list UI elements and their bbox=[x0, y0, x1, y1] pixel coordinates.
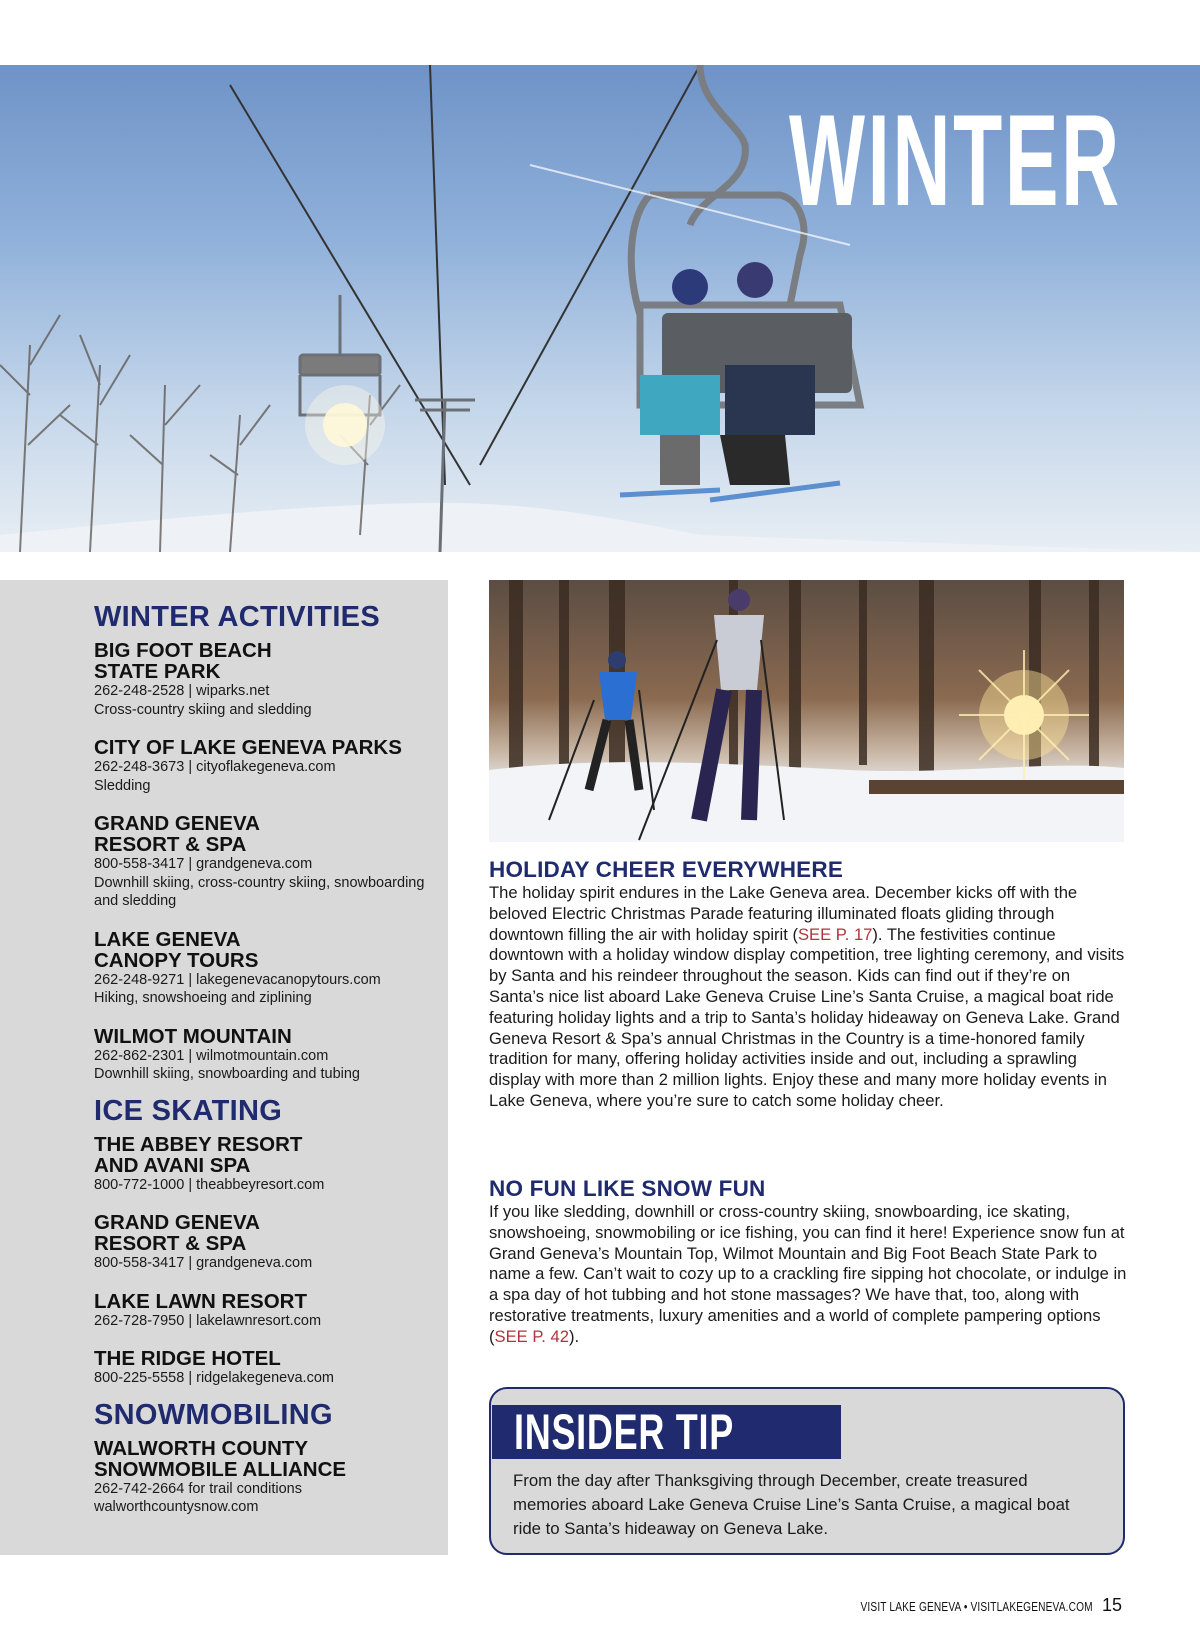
listing-name: WALWORTH COUNTY SNOWMOBILE ALLIANCE bbox=[94, 1436, 347, 1481]
listing-abbey-resort bbox=[94, 1134, 434, 1195]
article-holiday-cheer bbox=[489, 857, 1129, 1112]
listing-contact[interactable]: 262-248-3673 | cityoflakegeneva.com bbox=[94, 759, 336, 775]
article-text: ). The festivities continue downtown with a holiday window display competition, tree lighting ceremony, and visits by Santa and his reindeer throughout the season. Kids can find out if they’re on Santa’s nice list aboard Lake Geneva Cruise Line’s Santa Cruise, a magical boat ride featuring holiday lights and a trip to Santa’s holiday hideaway on Geneva Lake. Grand Geneva Resort & Spa’s annual Christmas in the Country is a time-honored family tradition for many, offering holiday activities inside and out, including a sprawling display with more than 2 million lights. Enjoy these and many more holiday events in Lake Geneva, where you’re sure to catch some holiday cheer. bbox=[489, 924, 1125, 1110]
listing-canopy-tours bbox=[94, 929, 434, 1008]
listing-description: Sledding bbox=[94, 777, 151, 794]
page-reference-link[interactable]: SEE P. 42 bbox=[494, 1326, 569, 1346]
listing-description: Downhill skiing, snowboarding and tubing bbox=[94, 1066, 360, 1082]
listing-grand-geneva-skating bbox=[94, 1212, 434, 1273]
article-body bbox=[489, 1202, 1129, 1348]
hero-photo bbox=[0, 65, 1200, 552]
footer-site[interactable]: VISIT LAKE GENEVA • VISITLAKEGENEVA.COM bbox=[860, 1599, 1093, 1614]
listing-name: GRAND GENEVA RESORT & SPA bbox=[94, 812, 260, 856]
article-text: The holiday spirit endures in the Lake Geneva area. December kicks off with the beloved Electric Christmas Parade featuring illuminated floats gliding through downtown filling the air with holiday spirit ( bbox=[489, 883, 1078, 944]
listing-ridge-hotel bbox=[94, 1348, 434, 1388]
listing-city-parks bbox=[94, 737, 434, 795]
section-title-ice-skating: ICE SKATING bbox=[94, 1094, 283, 1127]
article-text: If you like sledding, downhill or cross-country skiing, snowboarding, ice skating, snowshoeing, snowmobiling or ice fishing, you can find it here! Experience snow fun at Grand Geneva’s Mountain Top, Wilmot Mountain and Big Foot Beach State Park to name a few. Can’t wait to cozy up to a crackling fire sipping hot chocolate, or indulge in a spa day of hot tubbing and hot stone massages? We have that, too, along with restorative treatments, luxury amenities and a world of complete pampering options ( bbox=[489, 1202, 1127, 1346]
listing-name: CITY OF LAKE GENEVA PARKS bbox=[94, 736, 402, 759]
listing-contact[interactable]: 262-248-9271 | lakegenevacanopytours.com bbox=[94, 971, 381, 988]
activities-sidebar bbox=[0, 580, 448, 1555]
listing-walworth-snowmobile bbox=[94, 1438, 434, 1517]
listing-name: GRAND GENEVA RESORT & SPA bbox=[94, 1211, 260, 1255]
cross-country-skiing-photo bbox=[489, 580, 1124, 842]
listing-website[interactable]: walworthcountysnow.com bbox=[94, 1499, 259, 1515]
page-number: 15 bbox=[1101, 1595, 1122, 1615]
listing-big-foot-beach bbox=[94, 640, 434, 719]
article-body bbox=[489, 883, 1129, 1112]
listing-contact[interactable]: 800-225-5558 | ridgelakegeneva.com bbox=[94, 1370, 334, 1386]
listing-contact[interactable]: 262-862-2301 | wilmotmountain.com bbox=[94, 1047, 329, 1064]
insider-tip-label-text: INSIDER TIP bbox=[514, 1404, 734, 1460]
article-title: NO FUN LIKE SNOW FUN bbox=[489, 1176, 766, 1201]
listing-description: Cross-country skiing and sledding bbox=[94, 701, 312, 718]
section-title-snowmobiling: SNOWMOBILING bbox=[94, 1398, 333, 1431]
listing-name: BIG FOOT BEACH STATE PARK bbox=[94, 639, 272, 683]
listing-contact[interactable]: 800-772-1000 | theabbeyresort.com bbox=[94, 1176, 325, 1193]
listing-description: Hiking, snowshoeing and ziplining bbox=[94, 990, 312, 1006]
page-reference-link[interactable]: SEE P. 17 bbox=[797, 924, 873, 944]
listing-wilmot-mountain bbox=[94, 1026, 434, 1084]
insider-tip-text: From the day after Thanksgiving through December, create treasured memories aboard Lake Geneva Cruise Line’s Santa Cruise, a magical boat ride to Santa’s hideaway on Geneva Lake. bbox=[513, 1471, 1070, 1538]
forest-skiers-illustration bbox=[489, 580, 1124, 842]
hero-title: WINTER bbox=[789, 87, 1122, 233]
listing-name: THE ABBEY RESORT AND AVANI SPA bbox=[94, 1132, 303, 1177]
listing-name: LAKE GENEVA CANOPY TOURS bbox=[94, 927, 259, 972]
listing-contact[interactable]: 800-558-3417 | grandgeneva.com bbox=[94, 1255, 313, 1271]
insider-tip-label bbox=[492, 1405, 841, 1459]
listing-grand-geneva bbox=[94, 813, 434, 911]
listing-contact: 262-742-2664 for trail conditions bbox=[94, 1480, 302, 1497]
listing-name: WILMOT MOUNTAIN bbox=[94, 1024, 292, 1048]
listing-name: THE RIDGE HOTEL bbox=[94, 1347, 281, 1370]
listing-lake-lawn-resort bbox=[94, 1291, 434, 1331]
page-footer bbox=[795, 1595, 1122, 1616]
article-snow-fun bbox=[489, 1176, 1129, 1348]
listing-contact[interactable]: 262-248-2528 | wiparks.net bbox=[94, 683, 270, 699]
listing-contact[interactable]: 800-558-3417 | grandgeneva.com bbox=[94, 856, 313, 872]
listing-name: LAKE LAWN RESORT bbox=[94, 1289, 307, 1313]
listing-contact[interactable]: 262-728-7950 | lakelawnresort.com bbox=[94, 1312, 322, 1329]
listing-description: Downhill skiing, cross-country skiing, snowboarding and sledding bbox=[94, 874, 425, 909]
article-text: ). bbox=[568, 1326, 580, 1346]
insider-tip-box bbox=[489, 1387, 1125, 1555]
section-title-winter-activities: WINTER ACTIVITIES bbox=[94, 601, 380, 633]
article-title: HOLIDAY CHEER EVERYWHERE bbox=[489, 857, 844, 882]
